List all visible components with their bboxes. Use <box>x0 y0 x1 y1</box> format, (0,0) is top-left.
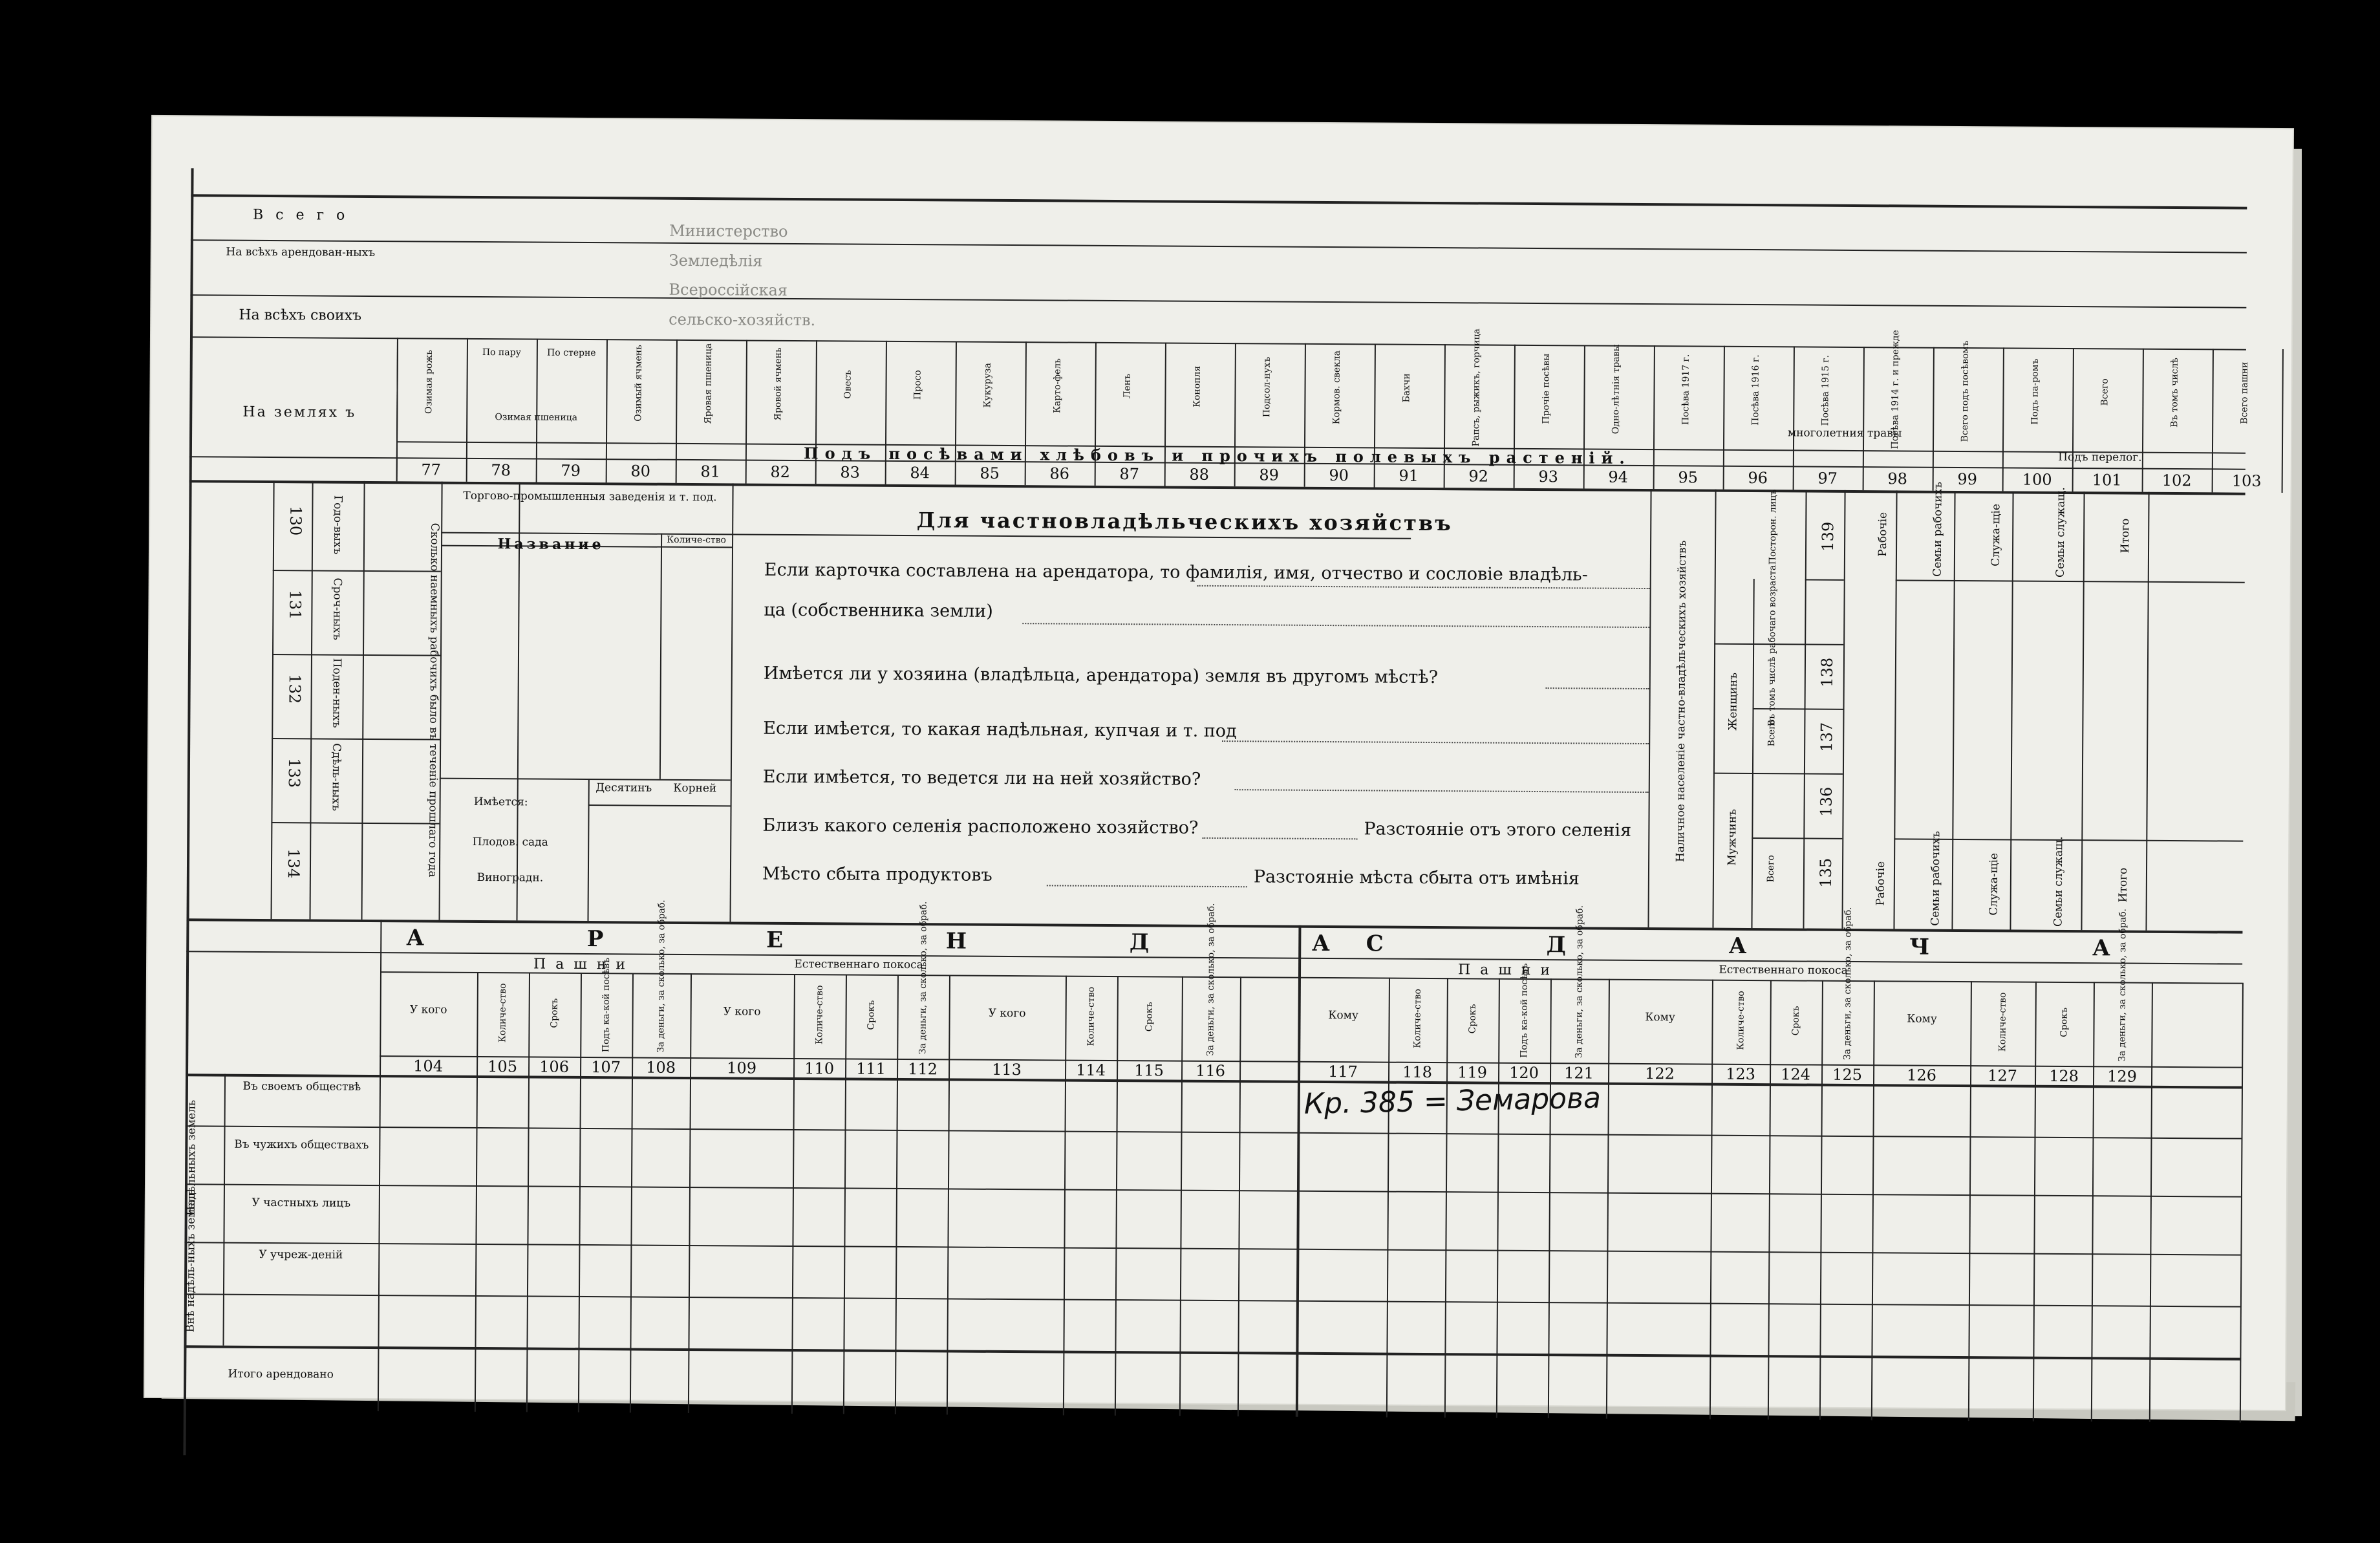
col-number: 82 <box>770 462 791 481</box>
crop-header-c92: Рапсъ, рыжикъ, горчица <box>1470 329 1483 447</box>
num-136: 136 <box>1817 786 1836 817</box>
arenda-pashni: П а ш н и <box>533 956 628 973</box>
col-number: 84 <box>910 464 930 482</box>
lease-col-number: 122 <box>1645 1064 1675 1083</box>
nadel-lands-label: Надѣльныхъ земель <box>184 1099 198 1216</box>
lease-header-za_dengi: За деньги, за сколько, за обраб. <box>917 901 929 1055</box>
lease-header-pod_kakoy: Подъ ка-кой посѣвъ <box>601 957 612 1053</box>
lease-header-za_dengi: За деньги, за сколько, за обраб. <box>2117 909 2128 1062</box>
lease-header-u_kogo: У кого <box>988 1006 1026 1020</box>
lease-header-u_kogo: У кого <box>409 1003 447 1017</box>
num-132: 132 <box>285 674 304 704</box>
sdacha-pashni: П а ш н и <box>1457 962 1553 979</box>
godovyh-label: Годо-выхъ <box>330 495 345 555</box>
crop-header-c98: Посѣва 1914 г. и прежде <box>1889 330 1902 449</box>
lease-header-za_dengi: За деньги, за сколько, за обраб. <box>656 900 667 1053</box>
crop-header-c102: Въ томъ числѣ <box>2169 358 2180 427</box>
women-working-age: Въ томъ числѣ рабочаго возраста <box>1766 565 1778 727</box>
desyatin-header: Десятинъ <box>595 781 652 795</box>
question-other-land: Имѣется ли у хозяина (владѣльца, арендатора) земля въ другомъ мѣстѣ? <box>763 663 1439 688</box>
mnogoletnie-travy-label: многолетния травы <box>1787 426 1902 440</box>
trade-qty-header: Количе-ство <box>667 534 726 546</box>
hired-workers-question: Сколько наемныхъ рабочихъ было въ теченіе прошлаго года <box>425 523 442 878</box>
population-side-label: Наличное населеніе частно-владѣльческихъ хозяйствъ <box>1674 540 1689 863</box>
lease-col-number: 114 <box>1076 1061 1106 1079</box>
lease-header-u_kogo: У кого <box>723 1005 761 1019</box>
lease-header-komu: Кому <box>1328 1009 1358 1022</box>
korney-header: Корней <box>673 781 717 795</box>
crop-header-c79: По стерне <box>547 347 596 359</box>
col-number: 86 <box>1049 464 1070 483</box>
col-number: 91 <box>1399 466 1419 485</box>
crop-header-c86: Карто-фель <box>1052 358 1063 413</box>
employees-bottom: Служа-щіе <box>1987 852 2001 916</box>
lease-col-number: 117 <box>1328 1063 1358 1081</box>
col-number: 98 <box>1887 469 1908 488</box>
lease-header-srok: Срокъ <box>2059 1008 2070 1037</box>
lease-col-number: 104 <box>413 1057 444 1075</box>
total-bottom: Итого <box>2116 867 2130 903</box>
men-total-label: Всего <box>1765 855 1777 883</box>
plodovy-sad-label: Плодов. сада <box>472 835 548 849</box>
workers-bottom: Рабочіе <box>1874 861 1888 906</box>
lease-col-number: 106 <box>539 1057 570 1076</box>
row-svoih: На всѣхъ своихъ <box>239 307 362 324</box>
lease-col-number: 125 <box>1832 1065 1863 1084</box>
col-number: 93 <box>1538 468 1559 486</box>
lease-col-number: 124 <box>1781 1065 1811 1084</box>
question-land-type: Если имѣется, то какая надѣльная, купчая и т. под <box>763 718 1237 742</box>
sdacha-header: С Д А Ч А <box>1366 931 2188 962</box>
lease-col-number: 118 <box>1402 1063 1433 1082</box>
col-number: 102 <box>2161 471 2192 490</box>
srochnyh-label: Сроч-ныхъ <box>330 577 344 640</box>
crop-header-c87: Ленъ <box>1122 373 1133 399</box>
women-total-label: Всего <box>1766 719 1777 747</box>
row-total-leased: Итого арендовано <box>228 1367 334 1381</box>
question-market-distance: Разстояніе мѣста сбыта отъ имѣнія <box>1253 867 1580 889</box>
lease-col-number: 113 <box>992 1060 1022 1079</box>
crop-header-c101: Всего <box>2099 378 2110 406</box>
lease-header-kolvo: Количе-ство <box>814 985 825 1045</box>
lease-header-za_dengi: За деньги, за сколько, за обраб. <box>1842 907 1854 1060</box>
col-number: 97 <box>1817 469 1838 488</box>
col-number: 85 <box>980 464 1000 482</box>
lease-header-pod_kakoy: Подъ ка-кой посѣвъ <box>1519 963 1530 1058</box>
lease-header-srok: Срокъ <box>1144 1002 1155 1032</box>
question-tenant-owner: Если карточка составлена на арендатора, то фамилія, имя, отчество и сословіе владѣль- <box>764 559 1588 585</box>
col-number: 103 <box>2231 471 2262 490</box>
lease-header-za_dengi: За деньги, за сколько, за обраб. <box>1574 905 1585 1059</box>
num-131: 131 <box>286 590 305 620</box>
crop-header-c94: Одно-лѣтнія травы <box>1611 344 1622 435</box>
col-number: 83 <box>840 463 861 482</box>
lease-header-kolvo: Количе-ство <box>1086 986 1097 1046</box>
employees-top: Служа-щіе <box>1989 503 2003 566</box>
crop-header-c91: Бахчи <box>1401 373 1412 403</box>
crop-header-c85: Кукуруза <box>982 363 993 408</box>
trade-header: Торгово-промышленныя заведенія и т. под. <box>463 489 717 504</box>
num-139: 139 <box>1819 521 1838 552</box>
handwritten-entry: Кр. 385 = Земарова <box>1303 1081 1602 1121</box>
row-zemlyah: На землях ъ <box>242 404 357 421</box>
lease-col-number: 116 <box>1195 1061 1226 1081</box>
col-number: 79 <box>561 461 581 480</box>
lease-header-srok: Срокъ <box>1790 1006 1801 1036</box>
col-number: 90 <box>1329 466 1349 485</box>
col-number: 88 <box>1189 465 1210 484</box>
employees-families-bottom: Семьи служащ. <box>2052 836 2066 927</box>
lease-header-srok: Срокъ <box>866 1000 877 1030</box>
question-market-place: Мѣсто сбыта продуктовъ <box>762 863 992 885</box>
lease-col-number: 110 <box>804 1059 835 1078</box>
podennyh-label: Поден-ныхъ <box>330 658 343 728</box>
col-number: 81 <box>700 462 721 481</box>
employees-families-top: Семьи служащ. <box>2053 487 2068 578</box>
crop-header-c81: Яровая пшеница <box>703 343 714 424</box>
row-other-communities: Въ чужихъ обществахъ <box>234 1138 369 1152</box>
row-private-persons: У частныхъ лицъ <box>252 1196 351 1210</box>
col-number: 100 <box>2022 470 2052 489</box>
num-138: 138 <box>1817 657 1837 687</box>
nonnadel-lands-label: Внѣ надѣль-ныхъ земель <box>184 1189 198 1333</box>
arenda-pokos: Естественнаго покоса <box>794 957 923 972</box>
col-number: 87 <box>1119 465 1140 484</box>
workers-families-bottom: Семьи рабочихъ <box>1929 830 1943 926</box>
posevy-band: Подъ посѣвами хлѣбовъ и прочихъ полевыхъ растеній. <box>803 444 1631 468</box>
arenda-header: А Р Е Н Д А <box>406 925 1408 957</box>
lease-header-srok: Срокъ <box>1467 1004 1478 1034</box>
num-133: 133 <box>284 758 304 788</box>
lease-col-number: 126 <box>1907 1066 1937 1084</box>
row-institutions: У учреж-деній <box>259 1247 343 1262</box>
lease-col-number: 121 <box>1564 1064 1594 1083</box>
question-village-distance: Разстояніе отъ этого селенія <box>1364 819 1632 841</box>
imeetsya-label: Имѣется: <box>473 795 528 809</box>
crop-header-c77: Озимая рожь <box>423 350 434 415</box>
crop-header-c88: Конопля <box>1192 365 1203 407</box>
lease-col-number: 112 <box>908 1060 938 1079</box>
ministry-stamp: Министерство Земледѣлія Всероссійская сельско-хозяйств. <box>669 221 816 329</box>
lease-col-number: 123 <box>1726 1064 1756 1084</box>
num-137: 137 <box>1817 722 1836 752</box>
col-number: 94 <box>1608 468 1629 486</box>
lease-col-number: 109 <box>727 1059 757 1077</box>
lease-col-number: 129 <box>2107 1067 2138 1086</box>
crop-header-c96: Посѣва 1916 г. <box>1750 354 1761 426</box>
crop-header-c82: Яровой ячмень <box>773 347 784 421</box>
crop-header-c95: Посѣва 1917 г. <box>1680 354 1691 426</box>
col-number: 99 <box>1957 469 1978 489</box>
question-nearest-village: Близъ какого селенія расположено хозяйство? <box>762 815 1199 838</box>
census-card <box>145 116 2293 1410</box>
col-number: 92 <box>1468 467 1489 486</box>
crop-header-c83: Овесъ <box>842 370 853 399</box>
lease-col-number: 111 <box>856 1059 886 1078</box>
row-vsego: В с е г о <box>252 206 349 224</box>
lease-col-number: 119 <box>1457 1063 1488 1082</box>
crop-header-c97: Посѣва 1915 г. <box>1820 354 1831 426</box>
vinogradnik-label: Виноградн. <box>477 870 544 885</box>
question-owner-cont: ца (собственника земли) <box>764 599 993 621</box>
lease-header-komu: Кому <box>1645 1011 1675 1024</box>
sdacha-pokos: Естественнаго покоса <box>1719 963 1848 977</box>
lease-col-number: 127 <box>1988 1066 2018 1085</box>
num-130: 130 <box>286 506 305 536</box>
col-number: 80 <box>630 462 651 480</box>
crop-header-c80: Озимый ячмень <box>633 345 644 422</box>
col-number: 95 <box>1678 468 1699 487</box>
col-number: 89 <box>1259 466 1280 484</box>
crop-header-ozimaya-pshenica: Озимая пшеница <box>495 412 578 423</box>
col-number: 78 <box>491 461 511 480</box>
crop-header-c100: Подъ па-ромъ <box>2030 358 2041 425</box>
question-farm-there: Если имѣется, то ведется ли на ней хозяйство? <box>762 766 1201 790</box>
crop-header-c78: По пару <box>482 347 521 358</box>
lease-header-kolvo: Количе-ство <box>497 983 508 1043</box>
col-number: 101 <box>2092 471 2122 490</box>
perelog-label: Подъ перелог. <box>2058 450 2142 464</box>
sdelnyh-label: Сдѣль-ныхъ <box>329 743 343 812</box>
lease-header-za_dengi: За деньги, за сколько, за обраб. <box>1205 903 1217 1056</box>
row-arendovannyh: На всѣхъ арендован-ныхъ <box>226 245 376 260</box>
crop-header-c84: Просо <box>912 370 923 400</box>
lease-col-number: 105 <box>488 1057 518 1076</box>
lease-col-number: 107 <box>591 1058 621 1077</box>
crop-header-c90: Кормов. свекла <box>1331 350 1342 425</box>
lease-header-kolvo: Количе-ство <box>1412 989 1423 1048</box>
women-label: Женщинъ <box>1726 672 1740 731</box>
num-134: 134 <box>284 848 303 879</box>
lease-header-komu: Кому <box>1907 1012 1937 1026</box>
num-135: 135 <box>1816 858 1836 888</box>
lease-col-number: 115 <box>1134 1061 1164 1080</box>
lease-col-number: 128 <box>2049 1066 2079 1086</box>
men-label: Мужчинъ <box>1726 808 1739 866</box>
private-title: Для частновладѣльческихъ хозяйствъ <box>916 508 1453 536</box>
lease-header-srok: Срокъ <box>549 998 560 1028</box>
row-own-community: Въ своемъ обществѣ <box>242 1079 361 1094</box>
crop-header-c89: Подсол-нухъ <box>1261 356 1272 418</box>
crop-header-c93: Прочіе посѣвы <box>1541 353 1552 424</box>
outsiders-label: Посторон. лицъ <box>1767 489 1779 565</box>
total-top: Итого <box>2119 518 2132 554</box>
lease-header-kolvo: Количе-ство <box>1735 991 1746 1050</box>
workers-top: Рабочіе <box>1876 512 1890 557</box>
lease-col-number: 120 <box>1509 1063 1539 1083</box>
trade-name-header: Название <box>497 535 605 554</box>
crop-header-c103: Всего пашни <box>2239 361 2250 424</box>
workers-families-top: Семьи рабочихъ <box>1931 481 1945 577</box>
crop-header-c99: Всего подъ посѣвомъ <box>1960 340 1971 442</box>
col-number: 77 <box>421 460 442 479</box>
col-number: 96 <box>1748 468 1768 488</box>
lease-col-number: 108 <box>646 1058 676 1077</box>
lease-header-kolvo: Количе-ство <box>1997 992 2008 1052</box>
